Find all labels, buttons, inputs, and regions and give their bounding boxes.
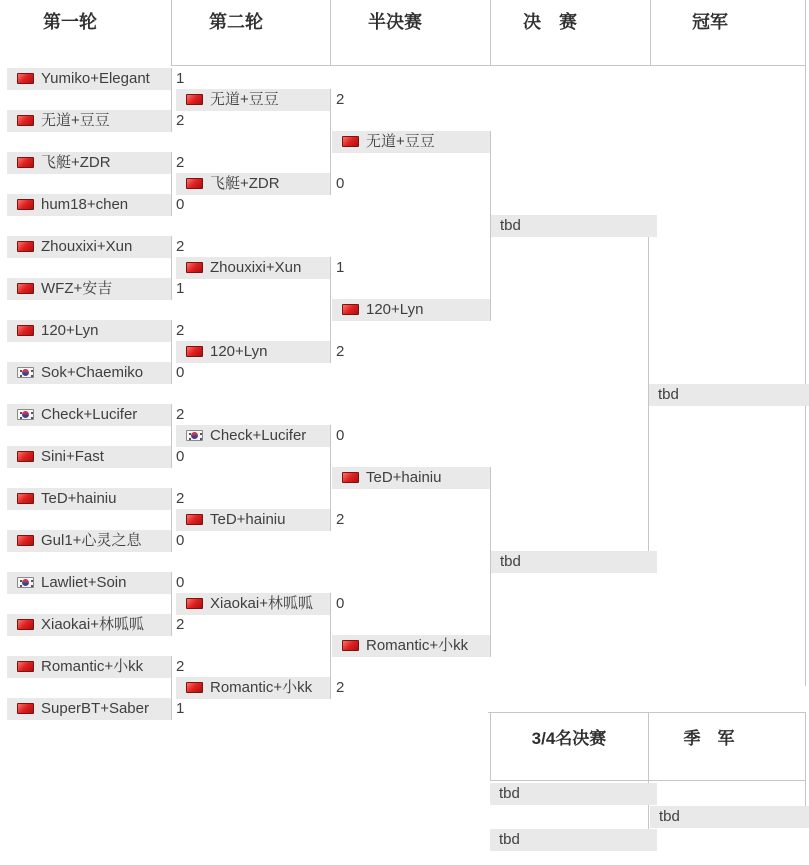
match-score: 2 xyxy=(176,322,185,339)
team-name: TeD+hainiu xyxy=(210,511,286,529)
divider-line xyxy=(650,0,651,65)
match-score: 2 xyxy=(176,238,185,255)
final-slot: tbd xyxy=(491,551,657,573)
consolation-slot: tbd xyxy=(490,829,657,851)
team-name: Romantic+小kk xyxy=(366,637,469,655)
china-flag-icon xyxy=(186,346,203,357)
team-name: Xiaokai+林呱呱 xyxy=(210,595,313,613)
team-name: Gul1+心灵之息 xyxy=(41,532,142,550)
header-third-place-match: 3/4名决赛 xyxy=(531,729,607,748)
korea-flag-icon xyxy=(17,367,34,378)
china-flag-icon xyxy=(17,283,34,294)
header-bottom-border xyxy=(171,65,806,66)
team-name: 无道+豆豆 xyxy=(210,91,279,109)
china-flag-icon xyxy=(186,262,203,273)
connector-line xyxy=(171,320,172,384)
match-score: 0 xyxy=(336,427,345,444)
team-name: 飞艇+ZDR xyxy=(210,175,280,193)
header-third-place: 季 军 xyxy=(683,729,735,748)
match-score: 0 xyxy=(336,175,345,192)
team-name: Lawliet+Soin xyxy=(41,574,127,592)
header-final: 决 赛 xyxy=(523,12,577,32)
china-flag-icon xyxy=(17,703,34,714)
connector-line xyxy=(171,656,172,720)
connector-line xyxy=(330,89,331,195)
china-flag-icon xyxy=(17,325,34,336)
team-cell xyxy=(176,593,330,615)
match-score: 2 xyxy=(176,616,185,633)
team-name: 飞艇+ZDR xyxy=(41,154,111,172)
china-flag-icon xyxy=(342,304,359,315)
team-name: 无道+豆豆 xyxy=(41,112,110,130)
match-score: 2 xyxy=(176,112,185,129)
team-name: Xiaokai+林呱呱 xyxy=(41,616,144,634)
team-name: TeD+hainiu xyxy=(366,469,442,487)
header-round2: 第二轮 xyxy=(209,12,263,32)
team-cell xyxy=(7,656,171,678)
team-name: hum18+chen xyxy=(41,196,129,214)
team-cell xyxy=(7,110,171,132)
team-name: Zhouxixi+Xun xyxy=(210,259,302,277)
team-cell xyxy=(7,278,171,300)
china-flag-icon xyxy=(186,682,203,693)
china-flag-icon xyxy=(186,178,203,189)
divider-line xyxy=(490,0,491,65)
divider-line xyxy=(330,0,331,65)
team-name: 无道+豆豆 xyxy=(366,133,435,151)
team-cell xyxy=(7,614,171,636)
match-score: 2 xyxy=(176,658,185,675)
team-cell xyxy=(7,68,171,90)
consolation-slot: tbd xyxy=(490,783,657,805)
match-score: 2 xyxy=(336,91,345,108)
team-cell xyxy=(176,341,330,363)
korea-flag-icon xyxy=(17,409,34,420)
team-cell xyxy=(7,362,171,384)
team-name: WFZ+安吉 xyxy=(41,280,113,298)
team-name: Sini+Fast xyxy=(41,448,104,466)
team-cell xyxy=(7,236,171,258)
match-score: 2 xyxy=(176,154,185,171)
china-flag-icon xyxy=(186,514,203,525)
match-score: 1 xyxy=(336,259,345,276)
team-cell xyxy=(332,131,490,153)
match-score: 0 xyxy=(176,448,185,465)
team-cell xyxy=(176,509,330,531)
connector-line xyxy=(330,257,331,363)
team-cell xyxy=(7,698,171,720)
match-score: 0 xyxy=(176,364,185,381)
connector-line xyxy=(171,68,172,132)
china-flag-icon xyxy=(17,661,34,672)
team-cell xyxy=(332,635,490,657)
team-cell xyxy=(176,677,330,699)
connector-line xyxy=(330,593,331,699)
team-cell xyxy=(7,404,171,426)
team-cell xyxy=(332,299,490,321)
match-score: 0 xyxy=(336,595,345,612)
connector-line xyxy=(330,425,331,531)
china-flag-icon xyxy=(17,73,34,84)
china-flag-icon xyxy=(17,199,34,210)
connector-line xyxy=(171,404,172,468)
right-border-line xyxy=(805,0,806,686)
china-flag-icon xyxy=(17,241,34,252)
korea-flag-icon xyxy=(186,430,203,441)
match-score: 0 xyxy=(176,532,185,549)
match-score: 0 xyxy=(176,574,185,591)
china-flag-icon xyxy=(342,472,359,483)
divider-line xyxy=(171,0,172,65)
connector-line xyxy=(171,236,172,300)
china-flag-icon xyxy=(17,451,34,462)
china-flag-icon xyxy=(17,493,34,504)
team-name: 120+Lyn xyxy=(366,301,424,319)
china-flag-icon xyxy=(186,94,203,105)
team-cell xyxy=(176,257,330,279)
team-cell xyxy=(176,425,330,447)
team-cell xyxy=(176,173,330,195)
header-semifinal: 半决赛 xyxy=(368,12,422,32)
match-score: 0 xyxy=(176,196,185,213)
team-name: Check+Lucifer xyxy=(210,427,307,445)
china-flag-icon xyxy=(17,115,34,126)
team-cell xyxy=(7,152,171,174)
connector-line xyxy=(171,152,172,216)
team-name: 120+Lyn xyxy=(41,322,99,340)
connector-line xyxy=(171,572,172,636)
china-flag-icon xyxy=(186,598,203,609)
team-cell xyxy=(176,89,330,111)
team-cell xyxy=(332,467,490,489)
china-flag-icon xyxy=(17,535,34,546)
china-flag-icon xyxy=(342,136,359,147)
section-header-border xyxy=(490,780,806,781)
china-flag-icon xyxy=(17,157,34,168)
china-flag-icon xyxy=(17,619,34,630)
match-score: 2 xyxy=(176,406,185,423)
team-name: TeD+hainiu xyxy=(41,490,117,508)
header-round1: 第一轮 xyxy=(43,12,97,32)
korea-flag-icon xyxy=(17,577,34,588)
team-name: Romantic+小kk xyxy=(41,658,144,676)
match-score: 2 xyxy=(336,343,345,360)
match-score: 2 xyxy=(176,490,185,507)
team-name: SuperBT+Saber xyxy=(41,700,149,718)
china-flag-icon xyxy=(342,640,359,651)
match-score: 2 xyxy=(336,679,345,696)
team-name: 120+Lyn xyxy=(210,343,268,361)
team-name: Yumiko+Elegant xyxy=(41,70,150,88)
match-score: 1 xyxy=(176,70,185,87)
final-slot: tbd xyxy=(491,215,657,237)
team-cell xyxy=(7,572,171,594)
team-name: Check+Lucifer xyxy=(41,406,138,424)
team-cell xyxy=(7,530,171,552)
team-cell xyxy=(7,446,171,468)
team-cell xyxy=(7,488,171,510)
match-score: 1 xyxy=(176,700,185,717)
header-champion: 冠军 xyxy=(692,12,728,32)
champion-slot: tbd xyxy=(649,384,809,406)
third-place-slot: tbd xyxy=(650,806,809,828)
team-name: Romantic+小kk xyxy=(210,679,313,697)
team-name: Sok+Chaemiko xyxy=(41,364,144,382)
team-name: Zhouxixi+Xun xyxy=(41,238,133,256)
match-score: 1 xyxy=(176,280,185,297)
team-cell xyxy=(7,320,171,342)
match-score: 2 xyxy=(336,511,345,528)
team-cell xyxy=(7,194,171,216)
connector-line xyxy=(171,488,172,552)
section-top-border xyxy=(488,712,806,713)
